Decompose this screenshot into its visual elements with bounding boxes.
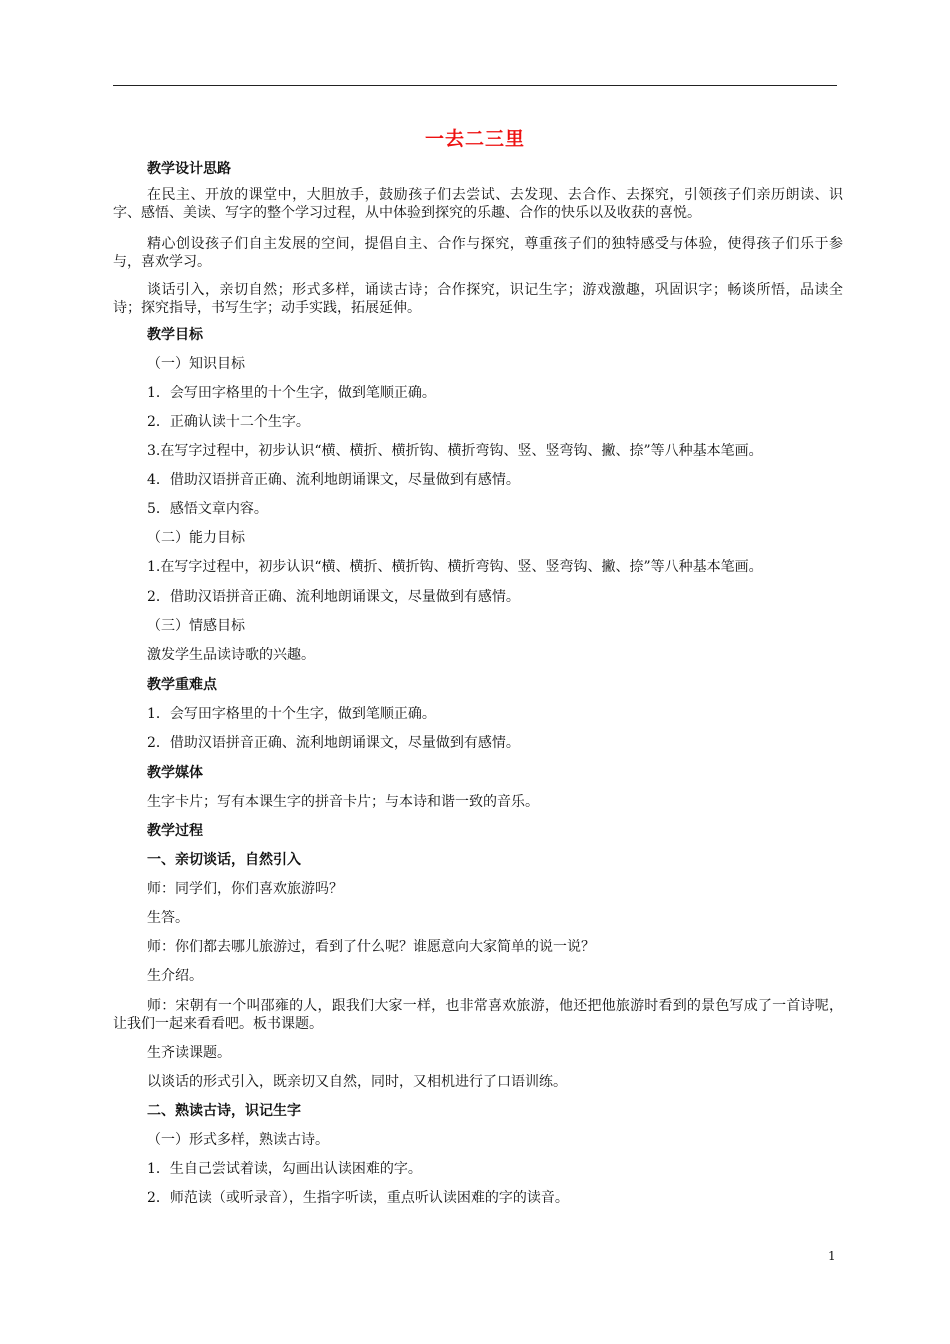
dialogue-paragraph: 师：宋朝有一个叫邵雍的人，跟我们大家一样，也非常喜欢旅游，他还把他旅游时看到的景色写成了一首诗呢，让我们一起来看看吧。板书课题。 [113,998,843,1032]
list-item: 2．借助汉语拼音正确、流利地朗诵课文，尽量做到有感情。 [147,735,520,751]
paragraph: 在民主、开放的课堂中，大胆放手，鼓励孩子们去尝试、去发现、去合作、去探究，引领孩子们亲历朗读、识字、感悟、美读、写字的整个学习过程，从中体验到探究的乐趣、合作的快乐以及收获的喜悦。 [113,187,843,221]
list-item: 1.在写字过程中，初步认识“横、横折、横折钩、横折弯钩、竖、竖弯钩、撇、捺”等八种基本笔画。 [147,559,763,575]
page-number: 1 [828,1249,836,1263]
heading-step-2: 二、熟读古诗，识记生字 [147,1103,301,1119]
heading-media: 教学媒体 [147,765,203,781]
heading-goals: 教学目标 [147,327,203,343]
list-item: 生字卡片；写有本课生字的拼音卡片；与本诗和谐一致的音乐。 [147,794,539,810]
list-item: 2．师范读（或听录音），生指字听读，重点听认读困难的字的读音。 [147,1190,569,1206]
list-item: 2．正确认读十二个生字。 [147,414,310,430]
document-title: 一去二三里 [424,128,525,150]
heading-key-points: 教学重难点 [147,677,217,693]
dialogue-line: 师：你们都去哪儿旅游过，看到了什么呢？谁愿意向大家简单的说一说？ [147,939,595,955]
dialogue-line: 生齐读课题。 [147,1045,231,1061]
heading-design: 教学设计思路 [147,161,231,177]
subheading: （一）知识目标 [147,356,245,372]
list-item: 2．借助汉语拼音正确、流利地朗诵课文，尽量做到有感情。 [147,589,520,605]
dialogue-line: 生介绍。 [147,968,203,984]
paragraph: 精心创设孩子们自主发展的空间，提倡自主、合作与探究，尊重孩子们的独特感受与体验，使得孩子们乐于参与，喜欢学习。 [113,236,843,270]
header-rule [113,85,837,86]
paragraph: 谈话引入，亲切自然；形式多样，诵读古诗；合作探究，识记生字；游戏激趣，巩固识字；畅谈所悟，品读全诗；探究指导，书写生字；动手实践，拓展延伸。 [113,282,843,316]
subheading: （一）形式多样，熟读古诗。 [147,1132,329,1148]
subheading: （三）情感目标 [147,618,245,634]
list-item: 1．生自己尝试着读，勾画出认读困难的字。 [147,1161,422,1177]
dialogue-line: 生答。 [147,910,189,926]
dialogue-line: 师：同学们，你们喜欢旅游吗？ [147,881,343,897]
list-item: 1．会写田字格里的十个生字，做到笔顺正确。 [147,706,436,722]
list-item: 激发学生品读诗歌的兴趣。 [147,647,315,663]
dialogue-line: 以谈话的形式引入，既亲切又自然，同时，又相机进行了口语训练。 [147,1074,567,1090]
heading-step-1: 一、亲切谈话，自然引入 [147,852,301,868]
subheading: （二）能力目标 [147,530,245,546]
list-item: 4．借助汉语拼音正确、流利地朗诵课文，尽量做到有感情。 [147,472,520,488]
list-item: 1．会写田字格里的十个生字，做到笔顺正确。 [147,385,436,401]
list-item: 5．感悟文章内容。 [147,501,268,517]
heading-process: 教学过程 [147,823,203,839]
list-item: 3.在写字过程中，初步认识“横、横折、横折钩、横折弯钩、竖、竖弯钩、撇、捺”等八种基本笔画。 [147,443,763,459]
